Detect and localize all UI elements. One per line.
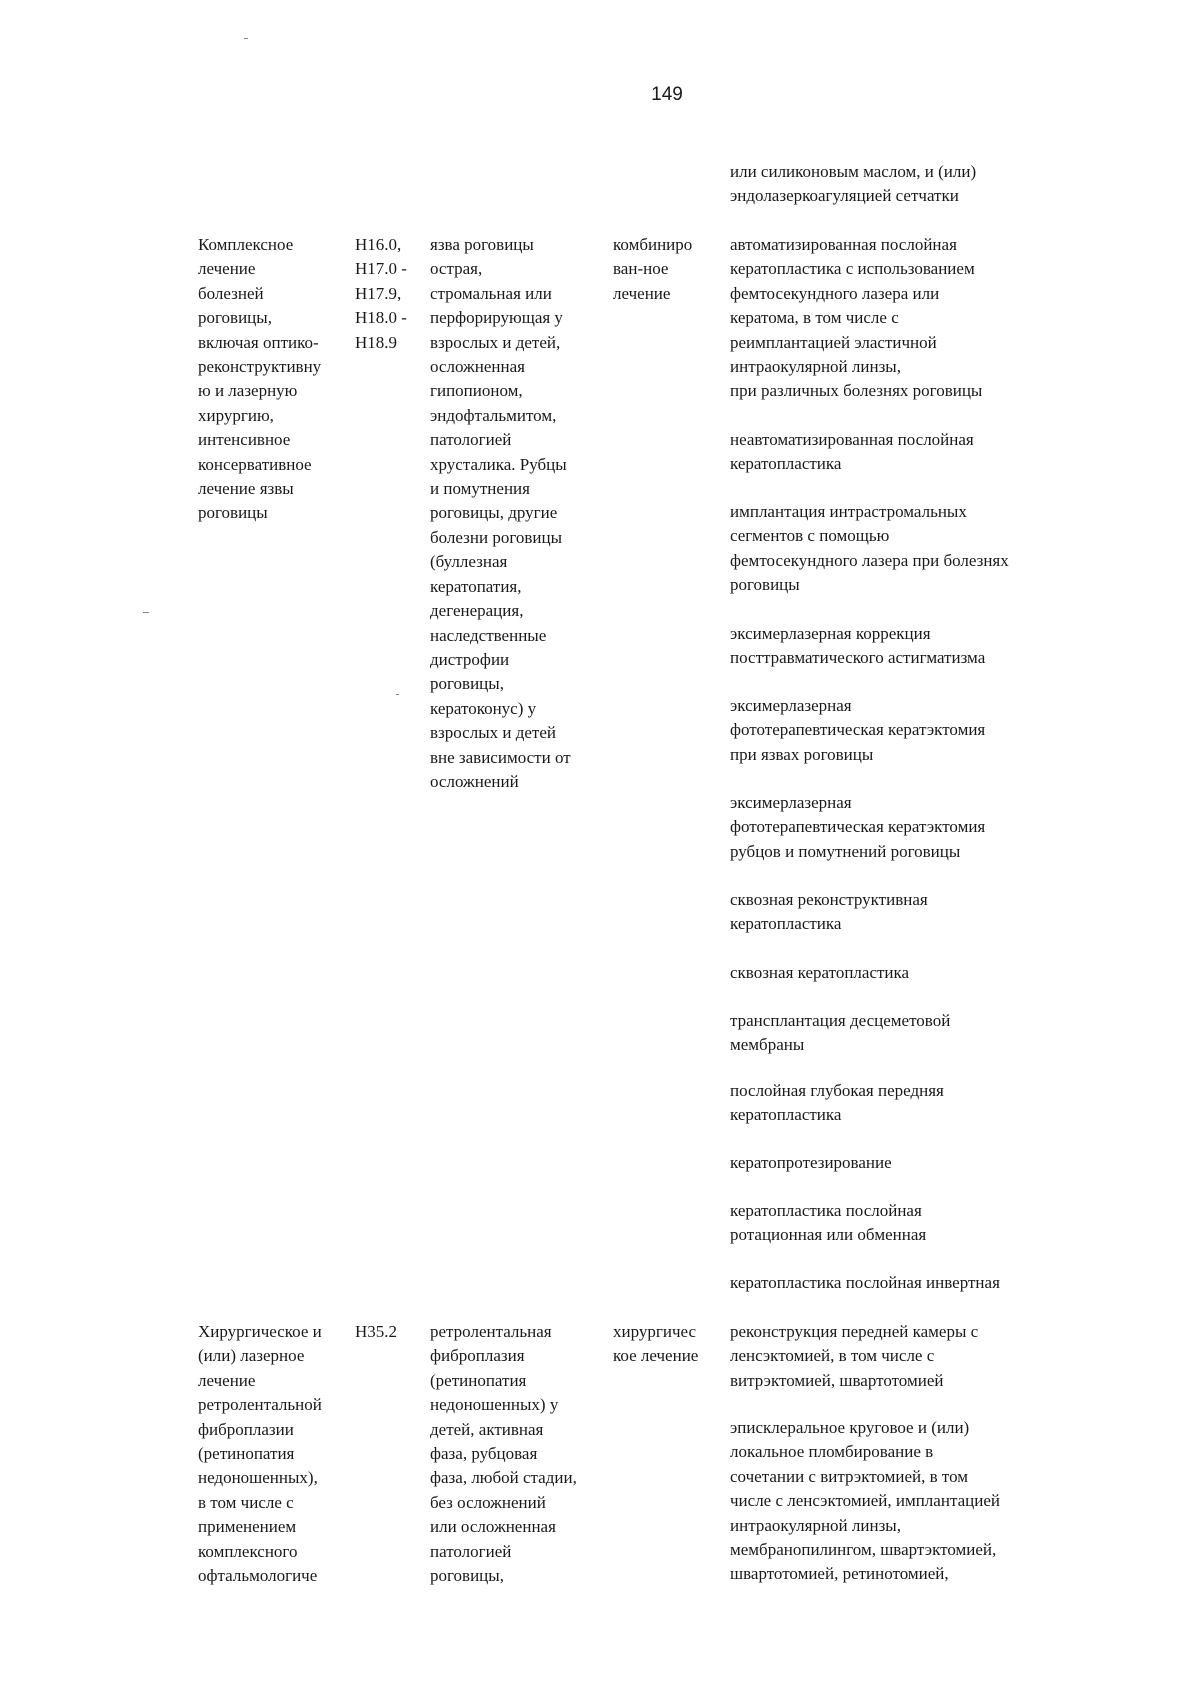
continuation-text: или силиконовым маслом, и (или) эндолазеркоагуляцией сетчатки: [730, 162, 977, 206]
row2-codes: H35.2: [355, 1322, 398, 1341]
row2-method: реконструкция передней камеры с ленсэктомией, в том числе с витрэктомией, швартотомией: [730, 1322, 979, 1390]
row1-method: послойная глубокая передняя кератопластика: [730, 1081, 944, 1125]
scan-speck: [244, 38, 248, 39]
row1-method: кератопластика послойная ротационная или обменная: [730, 1201, 927, 1245]
row1-method: эксимерлазерная коррекция посттравматического астигматизма: [730, 624, 986, 668]
row1-method: кератопротезирование: [730, 1153, 892, 1172]
row1-method: имплантация интрастромальных сегментов с помощью фемтосекундного лазера при болезнях роговицы: [730, 502, 1009, 595]
row1-method: автоматизированная послойная кератопластика с использованием фемтосекундного лазера или кератома, в том числе с реимплантацией эластичной интраокулярной линзы, при различных болезнях роговицы: [730, 235, 983, 401]
row1-method: эксимерлазерная фототерапевтическая кератэктомия при язвах роговицы: [730, 696, 986, 764]
row1-method: сквозная реконструктивная кератопластика: [730, 890, 928, 934]
row2-treatment: хирургичес кое лечение: [613, 1322, 699, 1366]
row1-codes: H16.0, H17.0 - H17.9, H18.0 - H18.9: [355, 235, 407, 352]
row2-method: эписклеральное круговое и (или) локальное пломбирование в сочетании с витрэктомией, в том числе с ленсэктомией, имплантацией интраокулярной линзы, мембранопилингом, швартэктомией, швартотомией, ретинотомией,: [730, 1418, 1000, 1584]
row1-treatment: комбиниро ван-ное лечение: [613, 235, 693, 303]
row1-method: кератопластика послойная инвертная: [730, 1273, 1000, 1292]
row2-model: ретролентальная фиброплазия (ретинопатия недоношенных) у детей, активная фаза, рубцовая фаза, любой стадии, без осложнений или осложненная патологией роговицы,: [430, 1322, 577, 1586]
page-number: 149: [651, 84, 683, 105]
row1-method: эксимерлазерная фототерапевтическая кератэктомия рубцов и помутнений роговицы: [730, 793, 986, 861]
row2-name: Хирургическое и (или) лазерное лечение ретролентальной фиброплазии (ретинопатия недоношенных), в том числе с применением комплексного офтальмологиче: [198, 1322, 322, 1586]
scan-speck: [396, 694, 399, 695]
row1-method: сквозная кератопластика: [730, 963, 910, 982]
row1-model: язва роговицы острая, стромальная или перфорирующая у взрослых и детей, осложненная гипопионом, эндофтальмитом, патологией хрусталика. Рубцы и помутнения роговицы, другие болезни роговицы (буллезная кератопатия, дегенерация, наследственные дистрофии роговицы, кератоконус) у взрослых и детей вне зависимости от осложнений: [430, 235, 571, 791]
row1-method: неавтоматизированная послойная кератопластика: [730, 430, 974, 474]
row1-name: Комплексное лечение болезней роговицы, включая оптико- реконструктивну ю и лазерную хирургию, интенсивное консервативное лечение язвы роговицы: [198, 235, 322, 523]
scan-speck: [143, 612, 149, 613]
row1-method: трансплантация десцеметовой мембраны: [730, 1011, 951, 1055]
